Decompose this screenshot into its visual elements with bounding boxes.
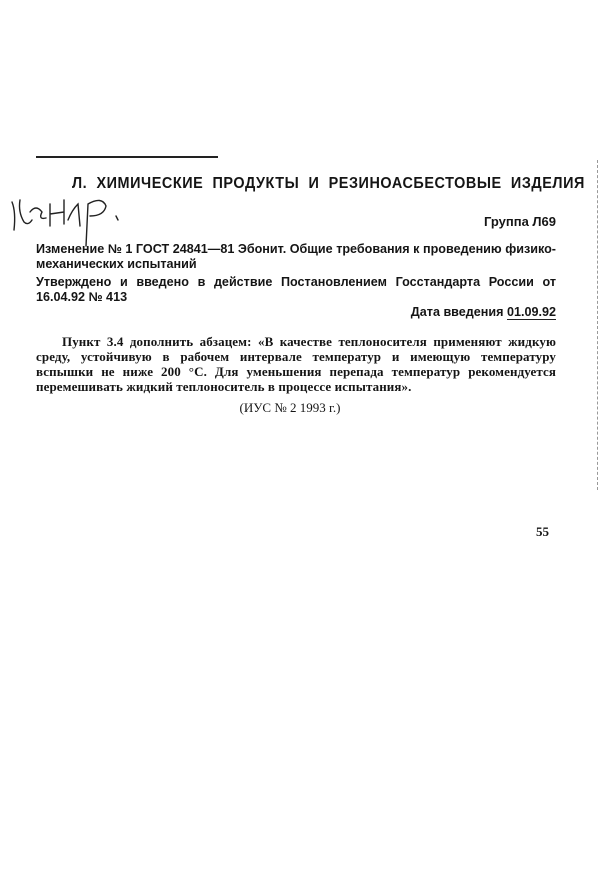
group-code: Группа Л69 <box>483 214 556 229</box>
handwritten-note-icon <box>6 190 136 250</box>
scan-edge <box>596 160 598 490</box>
effective-date <box>411 305 556 319</box>
change-title: Изменение № 1 ГОСТ 24841—81 Эбонит. Общие требования к проведению физико-механических испытаний <box>36 242 556 271</box>
date-label: Дата введения <box>410 305 504 319</box>
approval-text: Утверждено и введено в действие Постановлением Госстандарта России от 16.04.92 № 413 <box>36 275 556 304</box>
date-value: 01.09.92 <box>506 305 556 319</box>
source-reference: (ИУС № 2 1993 г.) <box>239 400 341 415</box>
top-rule <box>36 156 218 158</box>
body-paragraph: Пункт 3.4 дополнить абзацем: «В качестве теплоносителя применяют жидкую среду, устойчивую в рабочем интервале температур и имеющую температуру вспышки не ниже 200 °С. Для уменьшения перепада температур рекомендуется перемешивать жидкий теплоноситель в процессе испытания». <box>36 334 556 394</box>
section-title: Л. ХИМИЧЕСКИЕ ПРОДУКТЫ И РЕЗИНОАСБЕСТОВЫЕ ИЗДЕЛИЯ <box>72 175 585 192</box>
page-number: 55 <box>536 524 549 539</box>
